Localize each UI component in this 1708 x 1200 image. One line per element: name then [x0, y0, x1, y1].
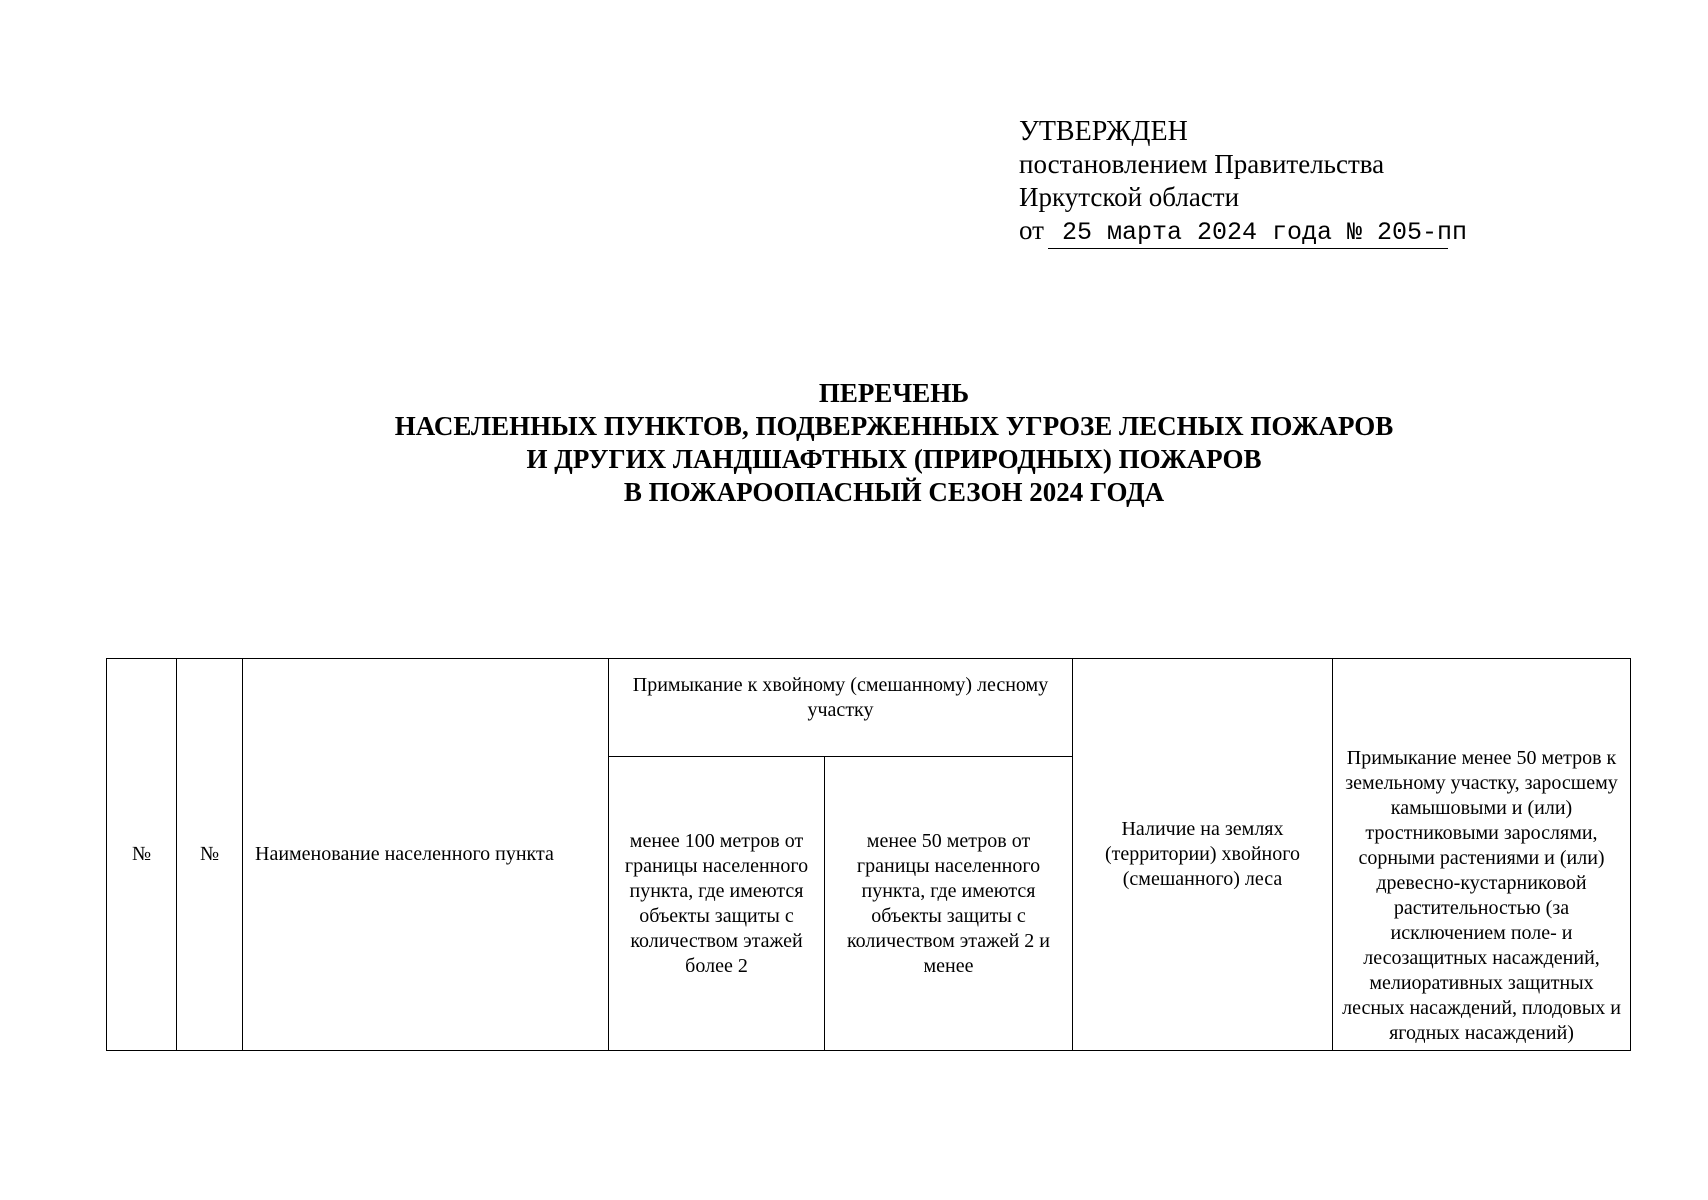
approval-title: УТВЕРЖДЕН — [1019, 116, 1188, 147]
header-less-100m: менее 100 метров от границы населенного пункта, где имеются объекты защиты с количеством этажей более 2 — [609, 757, 825, 1051]
header-forest-presence: Наличие на землях (территории) хвойного (смешанного) леса — [1073, 659, 1333, 1051]
header-number-1: № — [107, 659, 177, 1051]
header-number-2: № — [177, 659, 243, 1051]
approval-line-2: Иркутской области — [1019, 182, 1240, 212]
approval-date-field: 25 марта 2024 года № 205-пп — [1048, 218, 1448, 249]
document-title — [0, 377, 1708, 509]
approval-line-1: постановлением Правительства — [1019, 149, 1385, 179]
header-settlement-name: Наименование населенного пункта — [243, 659, 609, 1051]
header-adjacent-forest-group: Примыкание к хвойному (смешанному) лесному участку — [609, 659, 1073, 757]
settlements-table — [106, 658, 1631, 1051]
document-title-line-1: ПЕРЕЧЕНЬ — [818, 378, 970, 408]
header-less-50m: менее 50 метров от границы населенного пункта, где имеются объекты защиты с количеством этажей 2 и менее — [825, 757, 1073, 1051]
approval-block — [1019, 115, 1468, 249]
document-title-line-2: НАСЕЛЕННЫХ ПУНКТОВ, ПОДВЕРЖЕННЫХ УГРОЗЕ ЛЕСНЫХ ПОЖАРОВ — [394, 411, 1394, 441]
document-title-line-3: И ДРУГИХ ЛАНДШАФТНЫХ (ПРИРОДНЫХ) ПОЖАРОВ — [526, 444, 1262, 474]
approval-from-label: от — [1019, 215, 1044, 245]
header-adjacent-reeds: Примыкание менее 50 метров к земельному участку, заросшему камышовыми и (или) тростниковыми зарослями, сорными растениями и (или) древесно-кустарниковой растительностью (за исключением поле- и лесозащитных насаждений, мелиоративных защитных лесных насаждений, плодовых и ягодных насаждений) — [1333, 659, 1631, 1051]
approval-date-row — [1019, 214, 1468, 249]
document-title-line-4: В ПОЖАРООПАСНЫЙ СЕЗОН 2024 ГОДА — [623, 477, 1165, 507]
